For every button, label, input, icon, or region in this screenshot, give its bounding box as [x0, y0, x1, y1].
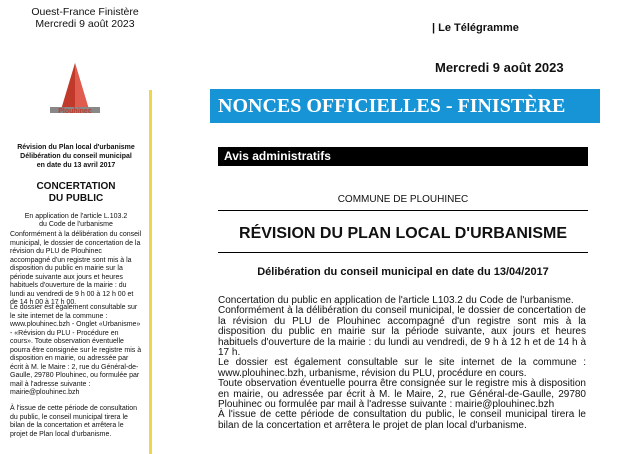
left-source-name: Ouest-France Finistère	[31, 6, 139, 18]
left-para3: Le dossier est également consultable sur le site internet de la commune : www.plouhinec.bzh - Onglet «Urbanisme» - «Révision du PLU - Procédure en cours». Toute observation éventuelle pourra être consignée sur le registre mis à disposition en mairie, ou adressée par écrit à M. le Maire : 2, rue du Général-de-Gaulle, 29780 Plouhinec, ou formulée par mail à l'adresse suivante : mairie@plouhinec.bzh	[10, 304, 142, 396]
notice-title: RÉVISION DU PLAN LOCAL D'URBANISME	[239, 225, 567, 242]
left-column-border	[149, 90, 152, 454]
notice-subtitle: Délibération du conseil municipal en date du 13/04/2017	[257, 266, 549, 278]
notice-paragraph-1: Concertation du public en application de l'article L103.2 du Code de l'urbanisme.	[218, 295, 574, 306]
left-para4: À l'issue de cette période de consultation du public, le conseil municipal tirera le bilan de la concertation et arrêtera le projet de Plan local d'urbanisme.	[10, 405, 138, 438]
notice-paragraph-5: À l'issue de cette période de consultation du public, le conseil municipal tirera le bilan de la concertation et arrêtera le projet de plan local d'urbanisme.	[218, 409, 586, 431]
left-title-2: DU PUBLIC	[48, 193, 104, 204]
left-source-date: Mercredi 9 août 2023	[35, 18, 135, 30]
section-header: Avis administratifs	[218, 147, 588, 166]
left-heading-3: en date du 13 avril 2017	[36, 162, 116, 169]
notice-paragraph-3: Le dossier est également consultable sur le site internet de la commune : www.plouhinec.bzh, urbanisme, révision du PLU, procédure en cours.	[218, 357, 586, 379]
right-source: | Le Télégramme	[432, 22, 519, 34]
logo-label: Plouhinec	[58, 108, 92, 115]
divider-bottom	[218, 252, 588, 253]
left-para1-line2: du Code de l'urbanisme	[39, 221, 113, 228]
announcements-banner: NONCES OFFICIELLES - FINISTÈRE	[210, 89, 600, 123]
right-source-name: Le Télégramme	[438, 22, 519, 34]
left-heading-1: Révision du Plan local d'urbanisme	[17, 144, 135, 151]
left-title-1: CONCERTATION	[36, 181, 116, 192]
left-heading-2: Délibération du conseil municipal	[20, 153, 132, 160]
left-para1-line1: En application de l'article L.103.2	[24, 213, 128, 220]
divider-top	[218, 210, 588, 211]
notice-body	[218, 296, 586, 431]
left-para2: Conformément à la délibération du conseil municipal, le dossier de concertation de la révision du PLU de Plouhinec accompagné d'un registre sont mis à la disposition du public en mairie sur la période suivante aux jours et heures habituels d'ouverture de la mairie : du lundi au vendredi de 9 h 00 à 12 h 00 et de 14 h 00 à 17 h 00.	[10, 231, 142, 306]
notice-paragraph-4: Toute observation éventuelle pourra être consignée sur le registre mis à disposition en mairie, ou adressée par écrit à M. le Maire, 2, rue Général-de-Gaulle, 29780 Plouhinec ou formulée par mail à l'adresse suivante : mairie@plouhinec.bzh	[218, 378, 586, 411]
left-source	[25, 6, 145, 30]
right-date: Mercredi 9 août 2023	[435, 60, 564, 75]
commune-name: COMMUNE DE PLOUHINEC	[337, 194, 469, 205]
notice-paragraph-2: Conformément à la délibération du conseil municipal, le dossier de concertation de la révision du PLU de Plouhinec accompagné d'un registre sont mis à la disposition du public en mairie sur la période suivante, aux jours et heures habituels d'ouverture de la mairie : du lundi au vendredi, de 9 h à 12 h et de 14 h à 17 h.	[218, 305, 586, 359]
